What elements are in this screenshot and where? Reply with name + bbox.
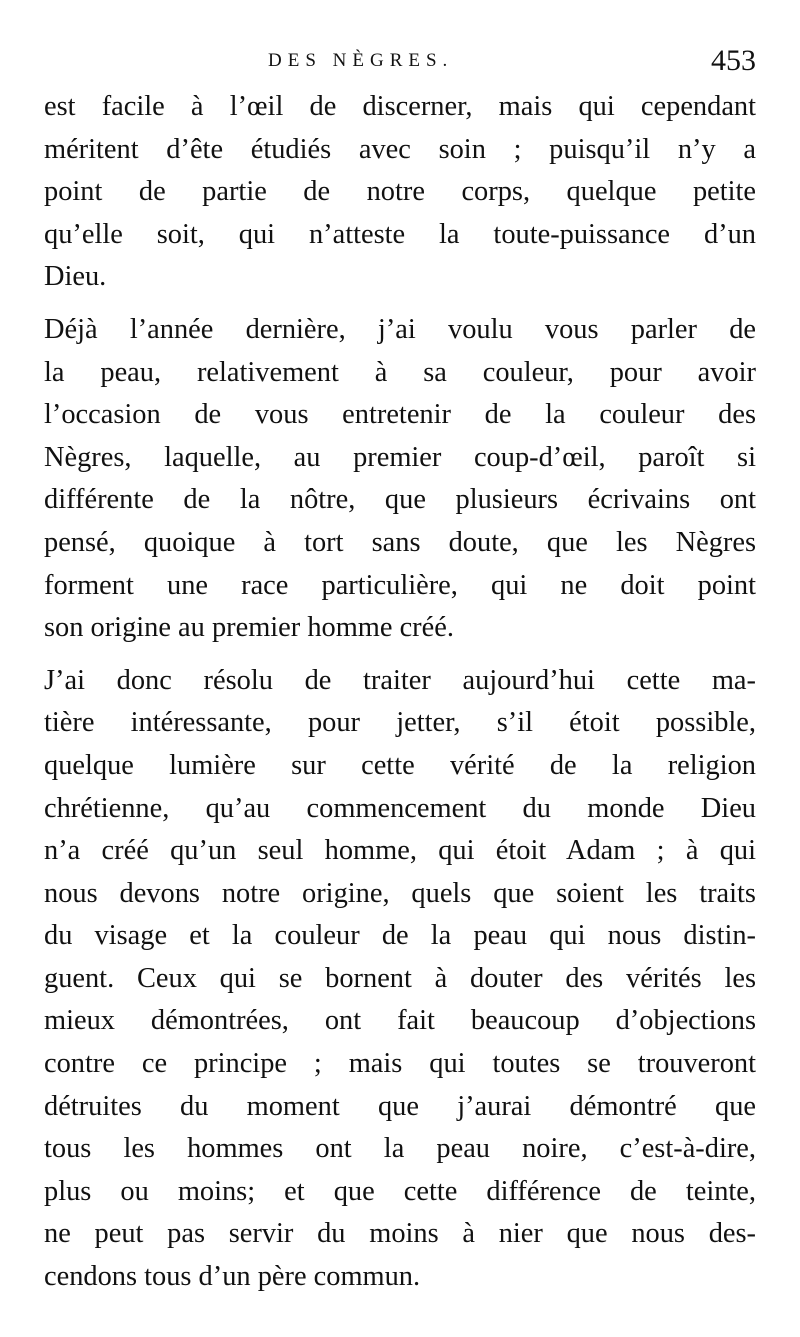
- text-line: pensé, quoique à tort sans doute, que les Nègres: [44, 526, 756, 558]
- running-title: DES NÈGRES.: [268, 50, 454, 71]
- text-line: est facile à l’œil de discerner, mais qui cependant: [44, 91, 756, 122]
- paragraph-gap: [44, 299, 756, 309]
- paragraph-gap: [44, 650, 756, 660]
- text-line: tous les hommes ont la peau noire, c’est-à-dire,: [44, 1133, 756, 1165]
- text-line: l’occasion de vous entretenir de la couleur des: [44, 399, 756, 431]
- text-line: plus ou moins; et que cette différence de teinte,: [44, 1175, 756, 1207]
- text-line: quelque lumière sur cette vérité de la religion: [44, 749, 756, 781]
- text-line: méritent d’ête étudiés avec soin ; puisqu’il n’y a: [44, 133, 756, 165]
- text-line: cendons tous d’un père commun.: [44, 1261, 421, 1293]
- text-line: Dieu.: [44, 261, 107, 293]
- text-line: ne peut pas servir du moins à nier que nous des-: [44, 1218, 756, 1250]
- paragraph-1: [44, 86, 756, 299]
- text-line: point de partie de notre corps, quelque petite: [44, 176, 756, 208]
- text-line: différente de la nôtre, que plusieurs écrivains ont: [44, 484, 756, 516]
- text-line: la peau, relativement à sa couleur, pour avoir: [44, 356, 756, 388]
- text-line: forment une race particulière, qui ne doit point: [44, 569, 756, 601]
- text-line: nous devons notre origine, quels que soient les traits: [44, 877, 756, 909]
- text-line: J’ai donc résolu de traiter aujourd’hui cette ma-: [44, 664, 756, 696]
- paragraph-3: [44, 660, 756, 1299]
- text-line: n’a créé qu’un seul homme, qui étoit Adam ; à qui: [44, 835, 756, 867]
- text-line: contre ce principe ; mais qui toutes se trouveront: [44, 1048, 756, 1080]
- text-line: guent. Ceux qui se bornent à douter des vérités les: [44, 962, 756, 994]
- paragraph-2: [44, 309, 756, 650]
- text-line: son origine au premier homme créé.: [44, 612, 454, 644]
- text-line: qu’elle soit, qui n’atteste la toute-puissance d’un: [44, 218, 756, 250]
- text-line: tière intéressante, pour jetter, s’il étoit possible,: [44, 707, 756, 739]
- text-line: Nègres, laquelle, au premier coup-d’œil, paroît si: [44, 441, 756, 473]
- page-header: [0, 44, 800, 84]
- body-text: [44, 86, 756, 1299]
- text-line: mieux démontrées, ont fait beaucoup d’objections: [44, 1005, 756, 1037]
- text-line: chrétienne, qu’au commencement du monde Dieu: [44, 792, 756, 824]
- text-line: Déjà l’année dernière, j’ai voulu vous parler de: [44, 313, 756, 345]
- page-number: 453: [711, 44, 756, 77]
- text-line: détruites du moment que j’aurai démontré que: [44, 1090, 756, 1122]
- text-line: du visage et la couleur de la peau qui nous distin-: [44, 920, 756, 952]
